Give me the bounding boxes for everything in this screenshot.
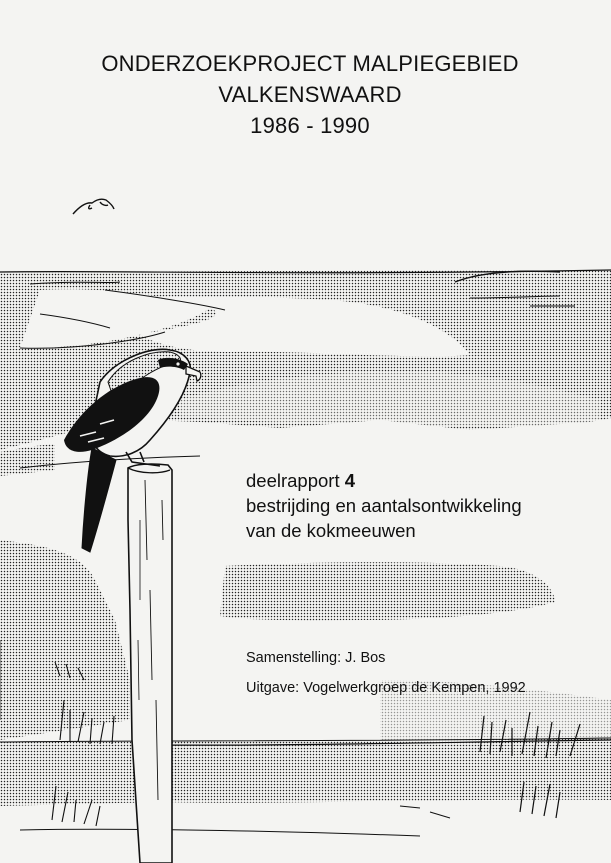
report-subtitle-line-2: van de kokmeeuwen — [246, 520, 416, 541]
fence-post-icon — [128, 464, 172, 863]
middle-strip — [220, 562, 555, 620]
report-subtitle-line-1: bestrijding en aantalsontwikkeling — [246, 495, 522, 516]
gull-icon — [73, 199, 114, 214]
lower-left-land — [0, 540, 130, 740]
report-number: 4 — [344, 470, 356, 491]
publisher: Uitgave: Vogelwerkgroep de Kempen, 1992 — [246, 680, 526, 696]
title-line-project: ONDERZOEKPROJECT MALPIEGEBIED — [101, 51, 519, 76]
cover-title — [60, 48, 560, 141]
bottom-band — [0, 738, 611, 806]
compiled-by: Samenstelling: J. Bos — [246, 650, 386, 666]
title-line-place: VALKENSWAARD — [218, 82, 402, 107]
credits — [246, 650, 526, 696]
report-prefix: deelrapport — [246, 470, 345, 491]
title-line-years: 1986 - 1990 — [250, 113, 370, 138]
report-heading — [246, 468, 522, 543]
left-land — [0, 444, 55, 476]
report-number-line — [246, 468, 522, 493]
